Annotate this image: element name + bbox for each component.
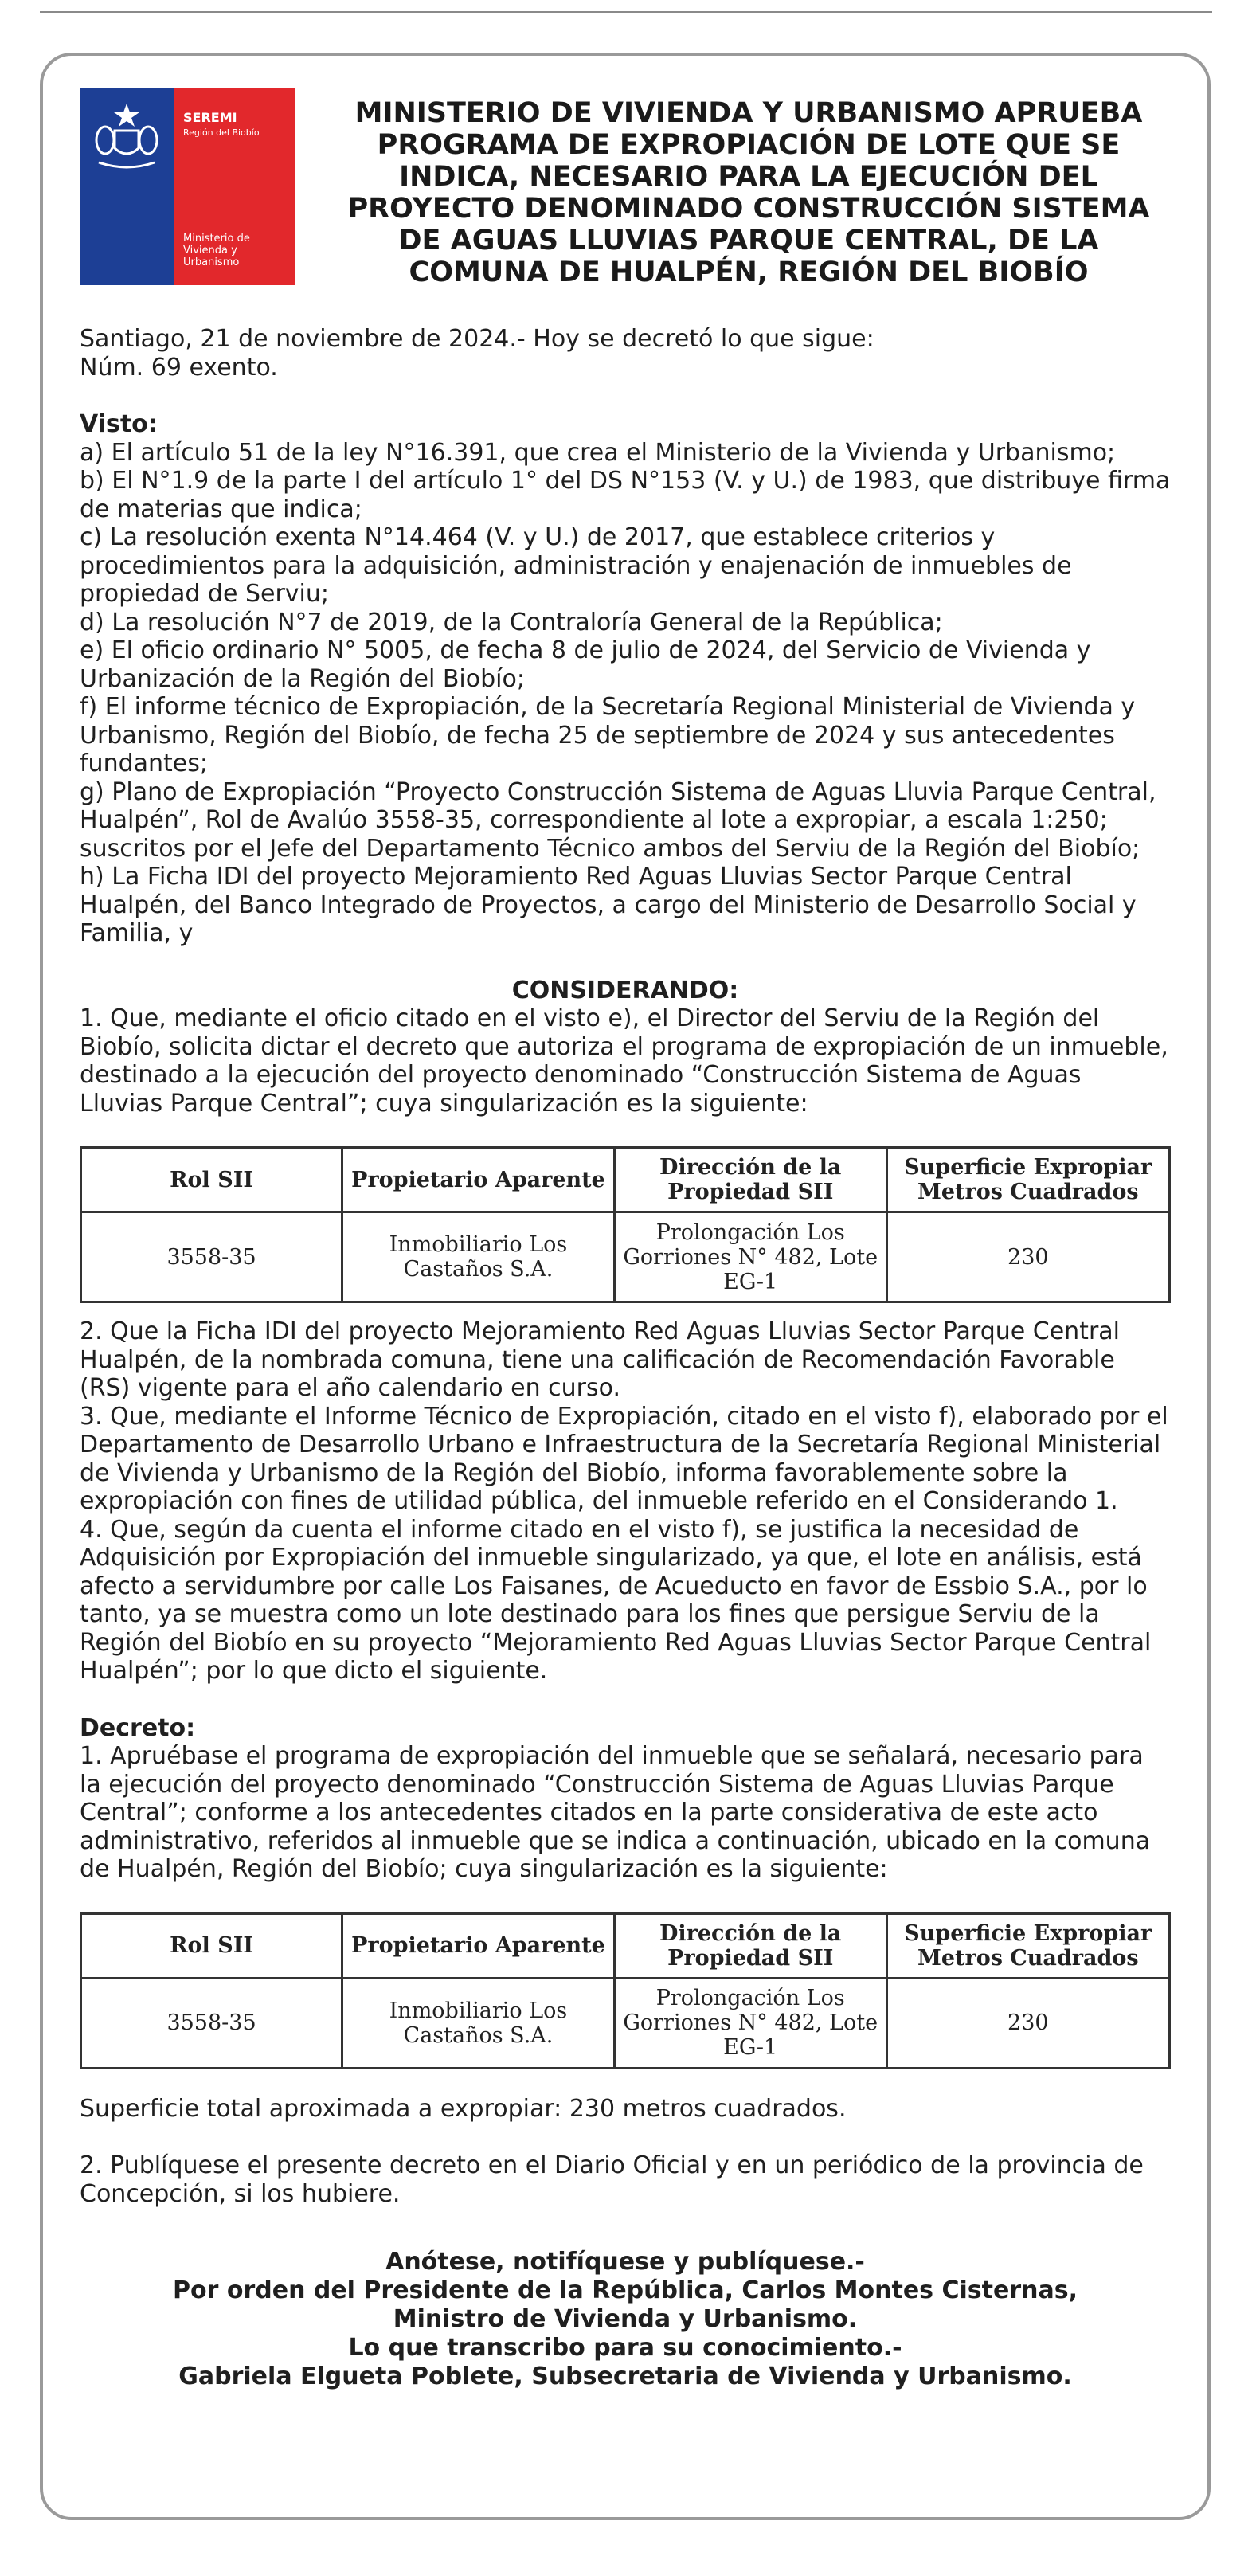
table-header-row <box>81 1148 1170 1212</box>
notice-footer <box>80 2248 1171 2391</box>
logo-ministry-line: Vivienda y <box>183 245 237 256</box>
table-cell: 230 <box>886 1212 1169 1302</box>
decreto-paragraph: 2. Publíquese el presente decreto en el Diario Oficial y en un periódico de la provincia de Concepción, si los hubiere. <box>80 2151 1144 2208</box>
property-table <box>80 1146 1171 1303</box>
logo-ministry-line: Urbanismo <box>183 256 240 268</box>
intro-number-line: Núm. 69 exento. <box>80 353 278 382</box>
logo-red-panel <box>174 88 295 285</box>
footer-line: Por orden del Presidente de la República, Carlos Montes Cisternas, <box>173 2277 1078 2304</box>
notice-header <box>80 88 1171 288</box>
footer-line: Lo que transcribo para su conocimiento.- <box>348 2334 902 2362</box>
top-rule <box>40 11 1212 13</box>
table-cell: Prolongación Los Gorriones N° 482, Lote EG-1 <box>614 1212 886 1302</box>
table-cell: Prolongación Los Gorriones N° 482, Lote EG-1 <box>614 1978 886 2068</box>
table-cell: 3558-35 <box>81 1212 342 1302</box>
decreto-paragraph: 1. Apruébase el programa de expropiación del inmueble que se señalará, necesario para la ejecución del proyecto denominado “Construcción Sistema de Aguas Lluvias Parque Central”; conforme a los antecedentes citados en la parte considerativa de este acto administrativo, referidos al inmueble que se indica a continuación, ubicado en la comuna de Hualpén, Región del Biobío; cuya singularización es la siguiente: <box>80 1742 1151 1883</box>
logo-blue-panel <box>80 88 174 285</box>
visto-item: a) El artículo 51 de la ley N°16.391, que crea el Ministerio de la Vivienda y Urbanismo; <box>80 438 1116 467</box>
logo-seremi: SEREMI <box>183 110 237 125</box>
table-cell: 230 <box>886 1978 1169 2068</box>
table-cell: Inmobiliario Los Castaños S.A. <box>342 1212 615 1302</box>
logo-region: Región del Biobío <box>183 127 260 138</box>
table-cell: 3558-35 <box>81 1978 342 2068</box>
table-header-row <box>81 1913 1170 1978</box>
footer-line: Anótese, notifíquese y publíquese.- <box>385 2248 865 2276</box>
table-header-cell: Propietario Aparente <box>342 1148 615 1212</box>
logo-ministry-line: Ministerio de <box>183 233 250 245</box>
chile-coat-of-arms-icon <box>91 100 162 170</box>
notice-title: MINISTERIO DE VIVIENDA Y URBANISMO APRUEBA PROGRAMA DE EXPROPIACIÓN DE LOTE QUE SE INDICA, NECESARIO PARA LA EJECUCIÓN DEL PROYECTO DENOMINADO CONSTRUCCIÓN SISTEMA DE AGUAS LLUVIAS PARQUE CENTRAL, DE LA COMUNA DE HUALPÉN, REGIÓN DEL BIOBÍO <box>347 97 1150 288</box>
considerando-paragraph: 4. Que, según da cuenta el informe citado en el visto f), se justifica la necesidad de Adquisición por Expropiación del inmueble singularizado, ya que, el lote en análisis, está afecto a servidumbre por calle Los Faisanes, de Acueducto en favor de Essbio S.A., por lo tanto, ya se muestra como un lote destinado para los fines que persigue Serviu de la Región del Biobío en su proyecto “Mejoramiento Red Aguas Lluvias Sector Parque Central Hualpén”; por lo que dicto el siguiente. <box>80 1515 1152 1685</box>
visto-item: h) La Ficha IDI del proyecto Mejoramiento Red Aguas Lluvias Sector Parque Central Hualpén, del Banco Integrado de Proyectos, a cargo del Ministerio de Desarrollo Social y Familia, y <box>80 863 1137 947</box>
notice-frame <box>40 53 1211 2520</box>
notice-body <box>80 325 1171 2208</box>
table-row <box>81 1978 1170 2068</box>
table-header-cell: Dirección de la Propiedad SII <box>614 1148 886 1212</box>
visto-item: g) Plano de Expropiación “Proyecto Construcción Sistema de Aguas Lluvia Parque Central, Hualpén”, Rol de Avalúo 3558-35, correspondiente al lote a expropiar, a escala 1:250; suscritos por el Jefe del Departamento Técnico ambos del Serviu de la Región del Biobío; <box>80 777 1156 863</box>
total-surface-line: Superficie total aproximada a expropiar: 230 metros cuadrados. <box>80 2094 847 2123</box>
footer-line: Gabriela Elgueta Poblete, Subsecretaria de Vivienda y Urbanismo. <box>178 2363 1072 2390</box>
table-cell: Inmobiliario Los Castaños S.A. <box>342 1978 615 2068</box>
considerando-paragraph: 1. Que, mediante el oficio citado en el visto e), el Director del Serviu de la Región del Biobío, solicita dictar el decreto que autoriza el programa de expropiación de un inmueble, destinado a la ejecución del proyecto denominado “Construcción Sistema de Aguas Lluvias Parque Central”; cuya singularización es la siguiente: <box>80 1004 1168 1118</box>
decreto-heading: Decreto: <box>80 1713 196 1742</box>
logo-ministry <box>183 233 250 268</box>
visto-item: f) El informe técnico de Expropiación, de la Secretaría Regional Ministerial de Vivienda y Urbanismo, Región del Biobío, de fecha 25 de septiembre de 2024 y sus antecedentes fundantes; <box>80 693 1136 777</box>
table-header-cell: Superficie Expropiar Metros Cuadrados <box>886 1913 1169 1978</box>
considerando-paragraph: 2. Que la Ficha IDI del proyecto Mejoramiento Red Aguas Lluvias Sector Parque Central Hualpén, de la nombrada comuna, tiene una calificación de Recomendación Favorable (RS) vigente para el año calendario en curso. <box>80 1317 1120 1402</box>
footer-line: Ministro de Vivienda y Urbanismo. <box>393 2305 858 2333</box>
property-table <box>80 1912 1171 2069</box>
visto-item: b) El N°1.9 de la parte I del artículo 1° del DS N°153 (V. y U.) de 1983, que distribuye firma de materias que indica; <box>80 467 1171 523</box>
visto-heading: Visto: <box>80 410 158 438</box>
considerando-heading: CONSIDERANDO: <box>511 976 739 1004</box>
visto-item: c) La resolución exenta N°14.464 (V. y U.) de 2017, que establece criterios y procedimientos para la adquisición, administración y enajenación de inmuebles de propiedad de Serviu; <box>80 523 1072 608</box>
visto-item: e) El oficio ordinario N° 5005, de fecha 8 de julio de 2024, del Servicio de Vivienda y Urbanización de la Región del Biobío; <box>80 636 1091 693</box>
table-header-cell: Rol SII <box>81 1913 342 1978</box>
table-header-cell: Rol SII <box>81 1148 342 1212</box>
table-header-cell: Dirección de la Propiedad SII <box>614 1913 886 1978</box>
intro-date-line: Santiago, 21 de noviembre de 2024.- Hoy se decretó lo que sigue: <box>80 325 874 353</box>
table-header-cell: Superficie Expropiar Metros Cuadrados <box>886 1148 1169 1212</box>
considerando-paragraph: 3. Que, mediante el Informe Técnico de Expropiación, citado en el visto f), elaborado por el Departamento de Desarrollo Urbano e Infraestructura de la Secretaría Regional Ministerial de Vivienda y Urbanismo de la Región del Biobío, informa favorablemente sobre la expropiación con fines de utilidad pública, del inmueble referido en el Considerando 1. <box>80 1402 1168 1515</box>
table-header-cell: Propietario Aparente <box>342 1913 615 1978</box>
seremi-logo <box>80 88 295 285</box>
visto-item: d) La resolución N°7 de 2019, de la Contraloría General de la República; <box>80 608 943 636</box>
table-row <box>81 1212 1170 1302</box>
